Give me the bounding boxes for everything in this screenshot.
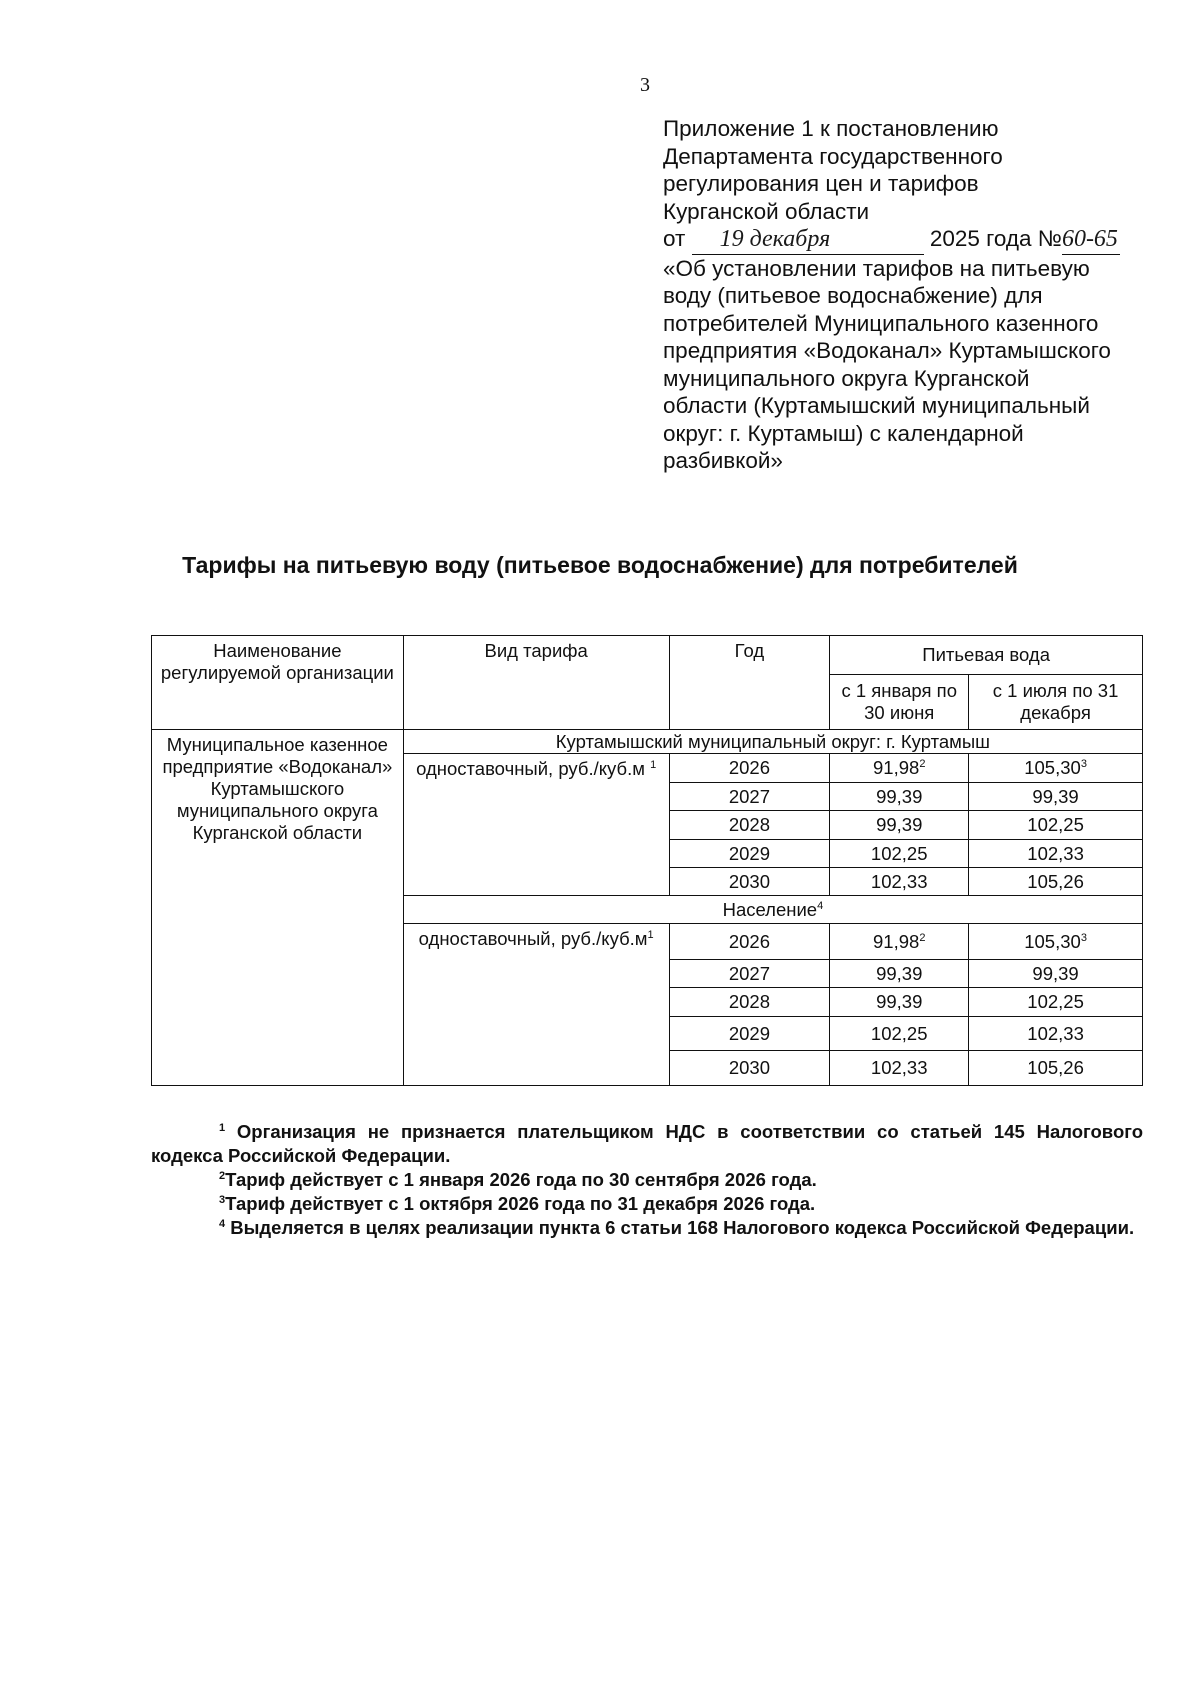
tariff-value: 105,30 [1024,930,1081,952]
footnote-text: Выделяется в целях реализации пункта 6 статьи 168 Налогового кодекса Российской Федерации. [230,1217,1135,1238]
footnote-mark: 1 [219,1121,226,1134]
year-cell: 2027 [669,960,830,988]
footnote-ref: 3 [1080,757,1087,770]
tariff-value: 105,30 [1024,757,1081,778]
appendix-line: Курганской области [663,198,870,224]
appendix-header [663,115,1163,475]
year-cell: 2026 [669,754,830,783]
footnote-ref: 1 [647,928,654,941]
header-drinking-water: Питьевая вода [830,636,1143,675]
footnote-mark: 4 [219,1217,226,1230]
year-cell: 2026 [669,924,830,960]
tariff-type-text: одноставочный, руб./куб.м [416,758,645,779]
tariff-cell: 99,39 [969,960,1143,988]
appendix-line: потребителей Муниципального казенного [663,310,1099,336]
appendix-line: округ: г. Куртамыш) с календарной [663,420,1024,446]
header-organization: Наименование регулируемой организации [152,636,404,730]
tariff-cell [830,754,969,783]
footnote [151,1120,1143,1168]
footnote-ref: 2 [919,757,926,770]
tariff-cell: 102,33 [830,1051,969,1086]
footnote-ref: 3 [1080,931,1087,944]
footnote [151,1216,1143,1240]
tariff-type [403,924,669,1086]
tariff-type-text: одноставочный, руб./куб.м [418,928,648,949]
tariff-cell: 102,25 [830,840,969,868]
tariff-cell: 99,39 [830,988,969,1017]
handwritten-number: 60-65 [1061,226,1118,252]
date-year: 2025 года № [929,226,1062,251]
tariff-cell: 99,39 [830,811,969,840]
appendix-line: муниципального округа Курганской [663,365,1030,391]
footnote-mark: 3 [219,1193,226,1206]
footnote-text: Тариф действует с 1 октября 2026 года по 31 декабря 2026 года. [225,1193,816,1214]
section-title-text: Куртамышский муниципальный округ: г. Куртамыш [555,730,991,752]
tariff-cell: 99,39 [830,960,969,988]
footnote-text: Организация не признается плательщиком НДС в соответствии со статьей 145 Налогового кодекса Российской Федерации. [151,1121,1144,1166]
tariff-value: 91,98 [873,757,920,778]
section-title [403,896,1142,924]
footnote [151,1168,1143,1192]
tariff-cell: 102,25 [830,1017,969,1051]
page-number: 3 [640,74,650,96]
header-period-1: с 1 января по 30 июня [830,675,969,730]
section-title [403,730,1142,754]
footnote-ref: 2 [919,931,926,944]
footnote [151,1192,1143,1216]
footnote-text: Тариф действует с 1 января 2026 года по 30 сентября 2026 года. [225,1169,817,1190]
year-cell: 2027 [669,783,830,811]
tariff-cell: 102,33 [969,840,1143,868]
footnotes [151,1120,1143,1240]
appendix-line: области (Куртамышский муниципальный [663,393,1090,418]
tariff-cell [830,924,969,960]
section-title-text: Население [722,898,818,920]
resolution-date-line [663,225,1163,255]
year-cell: 2028 [669,988,830,1017]
footnote-mark: 2 [219,1169,226,1182]
footnote-ref: 1 [650,758,657,771]
tariff-cell: 105,26 [969,1051,1143,1086]
tariffs-table [151,635,1143,1086]
tariff-type [403,754,669,896]
appendix-line: «Об установлении тарифов на питьевую [663,255,1090,281]
number-blank [1062,225,1120,255]
tariff-cell: 105,26 [969,868,1143,896]
tariff-cell: 99,39 [969,783,1143,811]
appendix-line: разбивкой» [663,448,783,473]
header-year: Год [669,636,830,730]
header-tariff-type: Вид тарифа [403,636,669,730]
year-cell: 2030 [669,868,830,896]
year-cell: 2029 [669,1017,830,1051]
tariff-cell [969,754,1143,783]
tariff-cell: 102,33 [830,868,969,896]
header-period-2: с 1 июля по 31 декабря [969,675,1143,730]
appendix-line: воду (питьевое водоснабжение) для [663,283,1043,308]
tariff-cell: 99,39 [830,783,969,811]
document-title: Тарифы на питьевую воду (питьевое водоснабжение) для потребителей [182,552,1018,578]
year-cell: 2030 [669,1051,830,1086]
tariff-cell: 102,33 [969,1017,1143,1051]
tariff-cell: 102,25 [969,811,1143,840]
date-prefix: от [663,226,686,251]
organization-name: Муниципальное казенное предприятие «Водоканал» Куртамышского муниципального округа Курганской области [152,730,404,1086]
appendix-line: предприятия «Водоканал» Куртамышского [663,338,1111,363]
tariff-cell: 102,25 [969,988,1143,1017]
date-blank [692,225,924,255]
tariff-cell [969,924,1143,960]
handwritten-date: 19 декабря [719,226,831,252]
appendix-line: регулирования цен и тарифов [663,171,979,196]
appendix-line: Департамента государственного [663,143,1003,169]
year-cell: 2029 [669,840,830,868]
footnote-ref: 4 [817,899,824,912]
tariff-value: 91,98 [873,930,920,952]
appendix-line: Приложение 1 к постановлению [663,116,999,141]
year-cell: 2028 [669,811,830,840]
